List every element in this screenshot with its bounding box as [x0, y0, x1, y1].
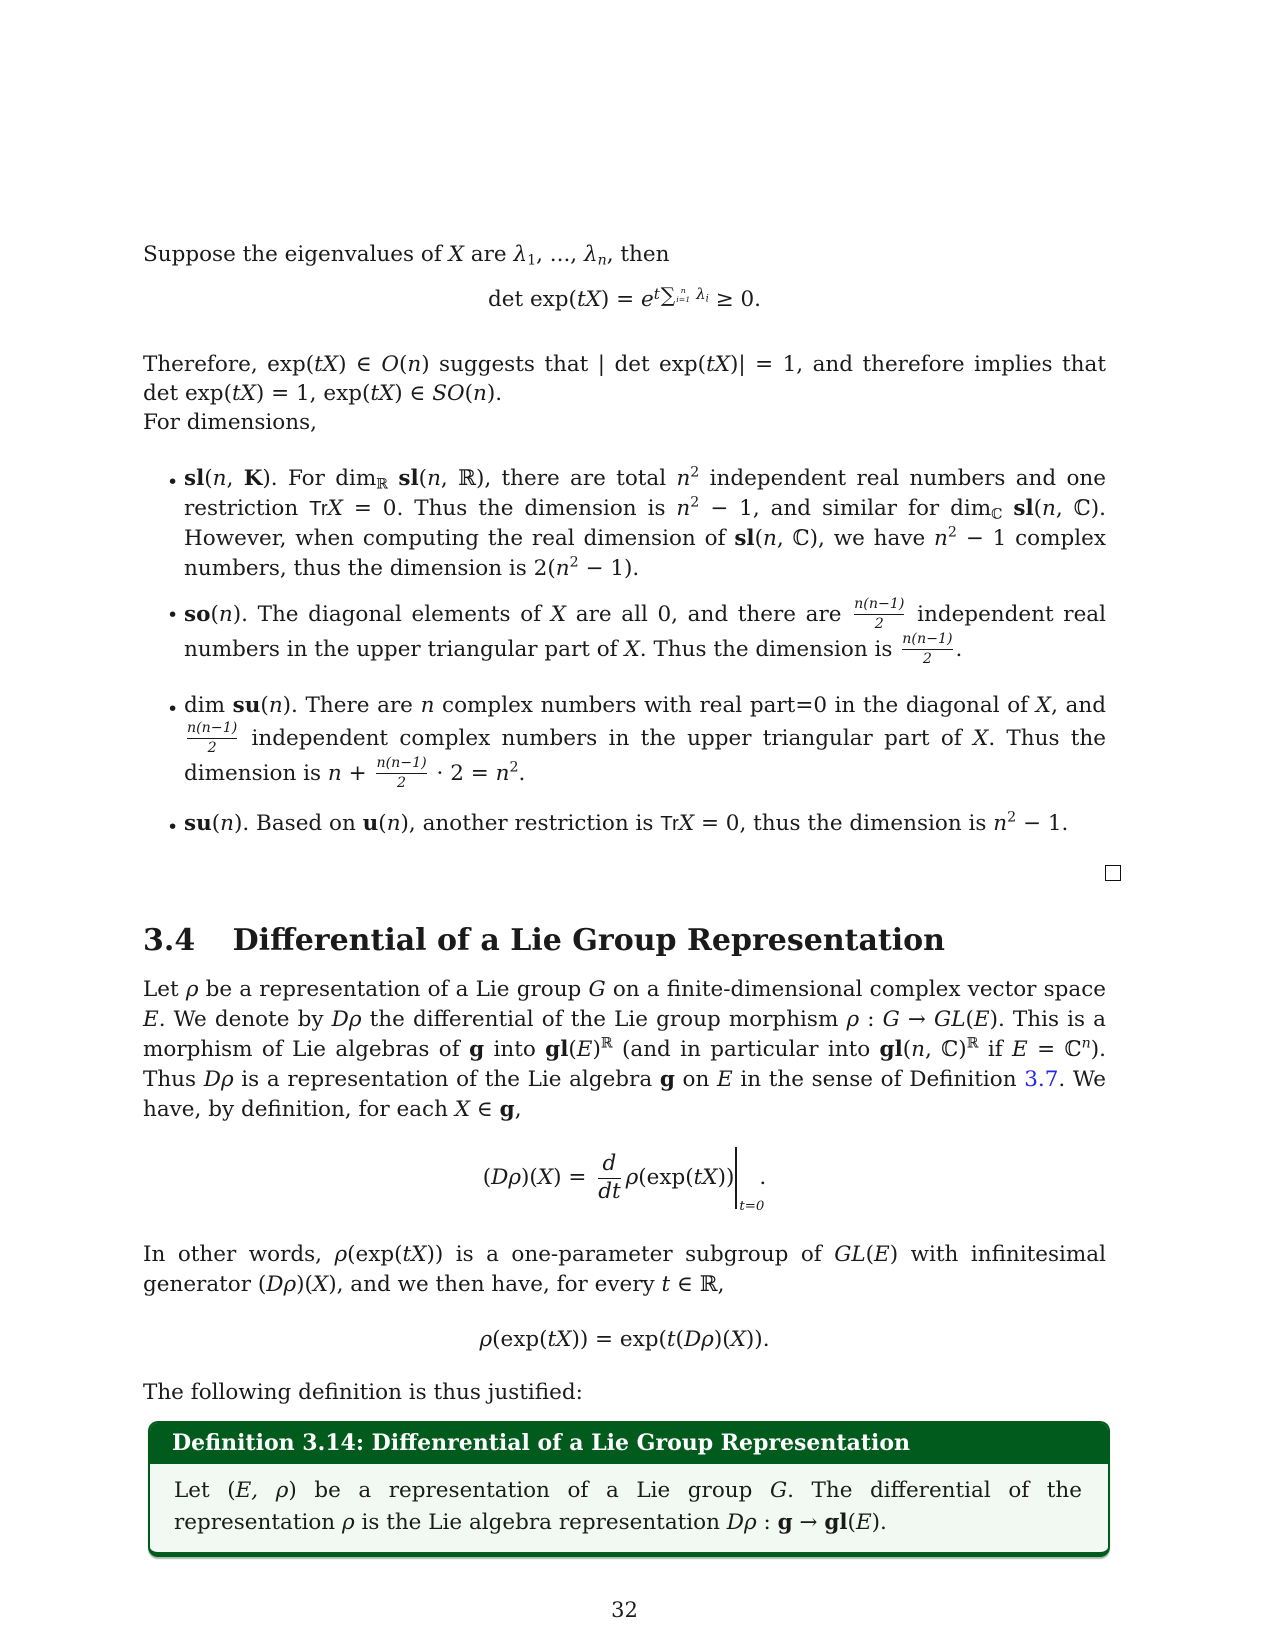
text-run: 2	[509, 759, 519, 776]
text-run: dim	[184, 693, 233, 718]
evaluation-bar: t=0	[734, 1147, 737, 1209]
text-run: ρ	[341, 1510, 355, 1535]
text-run: (	[260, 693, 269, 718]
text-run: ρ	[185, 977, 199, 1002]
text-run: ). Thus	[143, 1037, 1106, 1092]
text-run: on	[674, 1067, 717, 1092]
text-run: SO	[432, 381, 465, 406]
text-run: .	[518, 760, 526, 786]
text-run: n	[212, 466, 227, 491]
fraction: $\frac{n(n-1)}{2}$	[854, 596, 905, 632]
text-run: g	[499, 1097, 515, 1122]
text-run: = 0, thus the dimension is	[694, 811, 994, 836]
text-run: n	[218, 601, 233, 627]
text-run: (	[865, 1242, 875, 1267]
text-run: G	[882, 1007, 900, 1032]
text-run: n	[555, 556, 570, 581]
text-run: t	[666, 1327, 676, 1352]
text-run: n	[763, 526, 777, 551]
qed-symbol	[1105, 865, 1121, 881]
text-run: λ	[513, 242, 528, 267]
fraction: $\frac{n(n-1)}{2}$	[902, 631, 953, 667]
text-run: , ℂ), we have	[776, 526, 935, 551]
text-run: (	[482, 1165, 492, 1190]
text-run: X	[1035, 693, 1052, 718]
list-item-text	[184, 811, 1068, 836]
text-run: . Thus the dimension is	[184, 725, 1106, 786]
text-run: X	[730, 1327, 746, 1352]
fraction: $\frac{n(n-1)}{2}$	[376, 755, 427, 791]
text-run: det exp(	[487, 287, 577, 312]
text-run: )) = exp(	[571, 1327, 667, 1352]
text-run: (	[902, 1037, 912, 1062]
text-run: , and	[1051, 693, 1106, 718]
text-run: n	[427, 466, 441, 491]
text-run: ρ	[625, 1165, 639, 1190]
text-run: )).	[745, 1327, 770, 1352]
definition-box-body	[150, 1464, 1108, 1552]
text-run	[653, 282, 709, 307]
text-run: g	[659, 1067, 675, 1092]
text-run: (	[210, 601, 219, 627]
text-run: (	[464, 381, 474, 406]
text-run: n	[1081, 1035, 1091, 1052]
text-run: 2	[569, 554, 579, 571]
definition-box-title: Definition 3.14: Diffenrential of a Lie Group Representation	[172, 1430, 911, 1456]
text-run: independent real numbers in the upper triangular part of	[184, 601, 1106, 662]
text-run: t	[653, 285, 660, 303]
text-run: , ℝ), there are total	[440, 466, 677, 491]
text-run: n	[327, 760, 342, 786]
text-run: so	[184, 601, 211, 627]
text-run: = 0. Thus the dimension is	[342, 496, 677, 521]
text-run: (and in particular into	[612, 1037, 880, 1062]
text-run: .	[759, 1165, 767, 1190]
bullet-icon: •	[167, 698, 179, 720]
text-run: · 2 =	[429, 760, 496, 786]
page-number: 32	[611, 1598, 638, 1622]
text-run: ∈ ℝ,	[670, 1272, 725, 1297]
text-run: E, ρ	[235, 1478, 289, 1503]
paragraph-in-other-words	[143, 1240, 1106, 1300]
text-run: − 1.	[1016, 811, 1069, 836]
text-run: Tr	[660, 813, 679, 835]
text-run: Dρ	[683, 1327, 714, 1352]
text-run: ℝ	[600, 1035, 613, 1052]
text-run: n	[268, 693, 283, 718]
definition-box-header	[150, 1423, 1108, 1464]
text-run: is a representation of the Lie algebra	[233, 1067, 660, 1092]
text-run	[388, 466, 398, 491]
section-heading	[143, 923, 1106, 959]
text-run: complex numbers with real part=0 in the diagonal of	[434, 693, 1036, 718]
text-run: be a representation of a Lie group	[198, 977, 589, 1002]
text-run: (	[418, 466, 428, 491]
text-run: , ℂ). However, when computing the real dimension of	[184, 496, 1106, 551]
text-run: G	[588, 977, 606, 1002]
text-run: the differential of the Lie group morphism	[361, 1007, 847, 1032]
text-run: (	[568, 1037, 577, 1062]
text-run: tX	[402, 1242, 427, 1267]
text-run: (	[847, 1510, 856, 1535]
text-run: g	[469, 1037, 485, 1062]
text-run: su	[184, 811, 212, 836]
text-run: ). The diagonal elements of	[232, 601, 551, 627]
text-run: +	[341, 760, 374, 786]
text-run: Dρ	[491, 1165, 522, 1190]
text-run: . Thus the dimension is	[639, 636, 900, 662]
text-run: ) be a representation of a Lie group	[288, 1478, 770, 1503]
text-run: :	[756, 1510, 778, 1535]
text-run: (exp(	[638, 1165, 694, 1190]
text-run: G	[769, 1478, 788, 1503]
text-run: E	[1012, 1037, 1028, 1062]
text-run: sl	[734, 526, 755, 551]
text-run: su	[232, 693, 261, 718]
text-run: − 1).	[578, 556, 640, 581]
paragraph-for-dimensions: For dimensions,	[143, 410, 317, 435]
text-run: into	[484, 1037, 546, 1062]
text-run	[1002, 496, 1013, 521]
fraction: $\frac{n(n-1)}{2}$	[187, 720, 238, 756]
text-run: = ℂ	[1027, 1037, 1082, 1062]
text-run: Therefore, exp(	[143, 352, 315, 377]
text-run: n	[386, 811, 401, 836]
text-run: X	[312, 1272, 329, 1297]
text-run: , ...,	[536, 242, 584, 267]
text-run: :	[859, 1007, 883, 1032]
text-run: Let	[143, 977, 186, 1002]
text-run: tX	[547, 1327, 572, 1352]
text-run: sl	[1013, 496, 1034, 521]
text-run: n	[934, 526, 948, 551]
text-run: X	[537, 1165, 554, 1190]
text-run: n	[993, 811, 1008, 836]
text-run: 2	[947, 524, 957, 541]
text-run: , ℂ)	[924, 1037, 967, 1062]
definition-box	[148, 1421, 1110, 1557]
text-run: E	[855, 1510, 872, 1535]
text-run: u	[362, 811, 379, 836]
text-run: ,	[226, 466, 244, 491]
text-run: X	[327, 496, 343, 521]
fraction: $\frac{d}{dt}$	[598, 1151, 621, 1204]
text-run: (	[204, 466, 213, 491]
text-run: (	[1033, 496, 1043, 521]
text-run: →	[899, 1007, 935, 1032]
bullet-icon: •	[167, 816, 179, 838]
text-run: (	[754, 526, 763, 551]
text-run: X	[550, 601, 567, 627]
text-run: λ	[583, 242, 598, 267]
text-run: )(	[521, 1165, 538, 1190]
text-run: X	[973, 725, 989, 751]
text-run: are all 0, and there are	[566, 601, 852, 627]
text-run: )) is a one-parameter subgroup of	[426, 1242, 835, 1267]
text-run: GL	[934, 1007, 966, 1032]
text-run: gl	[879, 1037, 903, 1062]
text-run: . The differential of the representation	[174, 1478, 1082, 1535]
text-run: ρ	[479, 1327, 493, 1352]
text-run: ≥ 0.	[708, 287, 762, 312]
text-run: ℝ	[966, 1035, 979, 1052]
text-run: ρ	[846, 1007, 860, 1032]
text-run: In other words,	[143, 1242, 335, 1267]
text-run: n	[495, 760, 510, 786]
text-run: Tr	[309, 498, 328, 520]
text-run: X	[454, 1097, 471, 1122]
text-run: n	[1042, 496, 1056, 521]
text-run: 1	[527, 252, 537, 269]
text-run: E	[973, 1007, 990, 1032]
text-run: (	[378, 811, 387, 836]
equation-one-parameter	[143, 1325, 1106, 1355]
text-run: independent complex numbers in the upper triangular part of	[240, 725, 974, 751]
definition-3-7-link[interactable]: 3.7	[1024, 1067, 1059, 1092]
text-run: ) =	[600, 287, 641, 312]
bullet-icon: •	[167, 471, 179, 493]
text-run: tX	[693, 1165, 718, 1190]
bullet-icon: •	[167, 604, 179, 626]
text-run: sl	[398, 466, 419, 491]
text-run: − 1, and similar for dim	[699, 496, 992, 521]
section-number: 3.4	[143, 923, 196, 958]
text-run: .	[955, 636, 963, 662]
text-run: . We denote by	[158, 1007, 332, 1032]
text-run: ) suggests that | det exp(	[421, 352, 707, 377]
text-run: ) ∈	[338, 352, 382, 377]
text-run: gl	[545, 1037, 569, 1062]
text-run: gl	[824, 1510, 848, 1535]
list-item-sl	[167, 464, 1106, 584]
text-run: )	[592, 1037, 601, 1062]
text-run: GL	[834, 1242, 866, 1267]
list-item-text	[184, 466, 1106, 581]
text-run: g	[777, 1510, 793, 1535]
text-run: ) =	[553, 1165, 594, 1190]
text-run: in the sense of Definition	[732, 1067, 1025, 1092]
paragraph-following-definition: The following definition is thus justified:	[143, 1380, 583, 1405]
text-run: ,	[514, 1097, 522, 1122]
text-run: ).	[871, 1510, 887, 1535]
text-run: tX	[314, 352, 339, 377]
text-run: (	[398, 352, 408, 377]
text-run: , then	[606, 242, 670, 267]
text-run: →	[792, 1510, 825, 1535]
paragraph-suppose-eigenvalues	[143, 240, 1106, 269]
text-run: n	[676, 496, 691, 521]
text-run: ). For dim	[262, 466, 377, 491]
text-run: 2	[690, 494, 700, 511]
text-run: ρ	[334, 1242, 348, 1267]
text-run: sl	[184, 466, 205, 491]
text-run: Dρ	[266, 1272, 297, 1297]
text-run: Dρ	[331, 1007, 362, 1032]
text-run: ), and we then have, for every	[328, 1272, 662, 1297]
text-run: e	[640, 287, 654, 312]
text-run: (	[965, 1007, 974, 1032]
text-run: tX	[576, 287, 601, 312]
text-run: tX	[370, 381, 395, 406]
list-item-dim-su	[167, 691, 1106, 791]
text-run: n	[473, 381, 487, 406]
text-run: n	[597, 252, 607, 269]
text-run: )(	[713, 1327, 731, 1352]
text-run: ). There are	[282, 693, 421, 718]
text-run: ), another restriction is	[400, 811, 661, 836]
text-run: X	[678, 811, 695, 836]
equation-differential	[143, 1135, 1106, 1220]
text-run: tX	[231, 381, 256, 406]
text-run: − 1 complex numbers, thus the dimension is 2(	[184, 526, 1106, 581]
text-run: K	[243, 466, 263, 491]
text-run: n	[220, 811, 234, 836]
text-run: λ	[696, 285, 706, 303]
text-run: independent real numbers and one restriction	[184, 466, 1106, 521]
text-run: ) = 1, exp(	[255, 381, 371, 406]
text-run: Suppose the eigenvalues of	[143, 242, 449, 267]
text-run: Dρ	[203, 1067, 234, 1092]
text-run: (	[675, 1327, 684, 1352]
text-run: 2	[690, 464, 700, 481]
text-run: . We have, by definition, for each	[143, 1067, 1106, 1122]
text-run: (exp(	[492, 1327, 548, 1352]
text-run: E	[717, 1067, 733, 1092]
text-run: E	[874, 1242, 890, 1267]
text-run: ℝ	[376, 476, 389, 493]
text-run: ). This is a morphism of Lie algebras of	[143, 1007, 1106, 1062]
text-run: O	[381, 352, 399, 377]
text-run: ). Based on	[234, 811, 363, 836]
text-run: ) with infinitesimal generator (	[143, 1242, 1107, 1297]
text-run: n	[676, 466, 691, 491]
sum-symbol: ∑ n i=1	[660, 282, 691, 307]
text-run: tX	[706, 352, 731, 377]
text-run: 2	[1007, 809, 1017, 826]
text-run: n	[407, 352, 422, 377]
text-run: ℂ	[991, 506, 1003, 523]
text-run: Let (	[174, 1478, 236, 1503]
text-run: (exp(	[347, 1242, 403, 1267]
text-run: ) ∈	[394, 381, 433, 406]
list-item-so	[167, 596, 1106, 667]
text-run: n	[420, 693, 435, 718]
list-item-text	[184, 596, 1106, 667]
text-run: (	[211, 811, 221, 836]
list-item-text	[184, 693, 1106, 791]
text-run: Dρ	[726, 1510, 757, 1535]
text-run: ∈	[470, 1097, 500, 1122]
text-run: t	[661, 1272, 671, 1297]
text-run: X	[624, 636, 640, 662]
definition-box-text	[174, 1475, 1082, 1539]
text-run: is the Lie algebra representation	[354, 1510, 727, 1535]
text-run: n	[911, 1037, 925, 1062]
text-run: are	[463, 242, 514, 267]
text-run: i	[705, 293, 709, 305]
text-run: if	[978, 1037, 1013, 1062]
text-run: ))	[717, 1165, 735, 1190]
text-run: E	[576, 1037, 593, 1062]
section-title: Differential of a Lie Group Representation	[232, 923, 945, 958]
text-run: X	[448, 242, 464, 267]
text-run: ).	[486, 381, 503, 406]
page-content	[143, 0, 1106, 1650]
paragraph-representation-intro	[143, 975, 1106, 1125]
equation-det-exp	[143, 272, 1106, 328]
text-run: )| = 1, and therefore implies that det exp(	[143, 352, 1106, 406]
list-item-su	[167, 809, 1106, 839]
paragraph-therefore	[143, 350, 1106, 408]
text-run: )(	[296, 1272, 313, 1297]
text-run: on a finite-dimensional complex vector space	[605, 977, 1107, 1002]
text-run: E	[143, 1007, 159, 1032]
